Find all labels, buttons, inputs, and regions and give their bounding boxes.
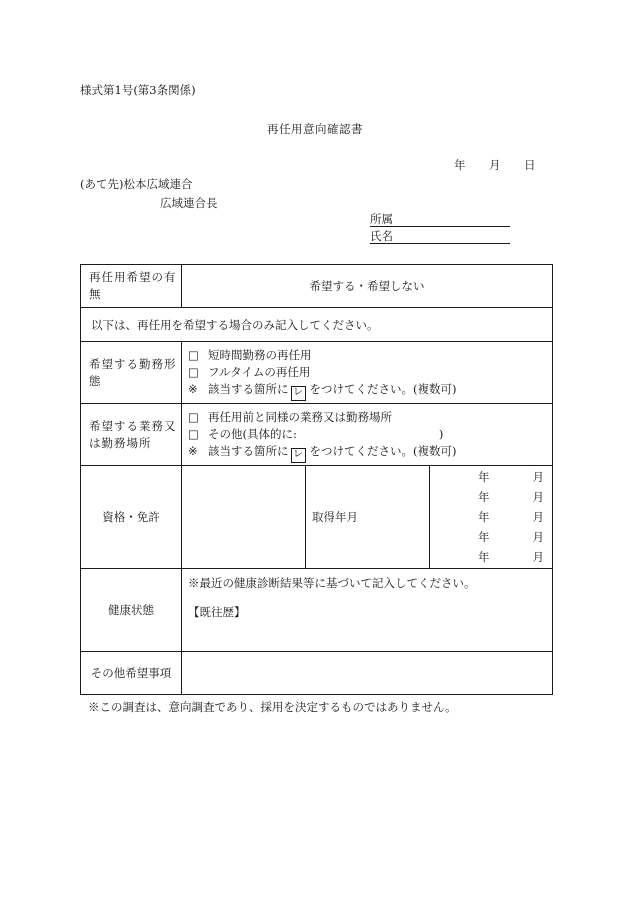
year-label: 年: [478, 470, 490, 484]
month-label: 月: [532, 550, 545, 564]
form-number: 様式第1号(第3条関係): [80, 83, 196, 97]
acquired-date-input[interactable]: [430, 547, 552, 567]
checkbox-icon[interactable]: □: [188, 365, 199, 379]
work-place-label-cell: [81, 404, 182, 466]
acquired-label: 取得年月: [312, 510, 358, 524]
year-label: 年: [478, 530, 490, 544]
notice-text: 以下は、再任用を希望する場合のみ記入してください。: [91, 317, 379, 332]
close-paren: ): [438, 427, 444, 441]
year-label: 年: [478, 510, 490, 524]
note-after: をつけてください。(複数可): [309, 444, 457, 458]
other-requests-input[interactable]: [182, 652, 553, 695]
option-label: その他(具体的に:: [208, 427, 297, 441]
footer-note: ※この調査は、意向調査であり、採用を決定するものではありません。: [88, 700, 457, 714]
acquired-label-cell: [306, 466, 430, 569]
work-place-options-cell: [182, 404, 553, 466]
document-title: 再任用意向確認書: [267, 122, 363, 136]
work-place-option-same[interactable]: [182, 409, 552, 426]
note-before: 該当する箇所に: [208, 382, 289, 396]
health-label: 健康状態: [108, 603, 154, 617]
other-label-cell: [81, 652, 182, 695]
option-label: フルタイムの再任用: [208, 365, 311, 379]
hope-value: 希望する・希望しない: [309, 279, 425, 293]
month-label: 月: [532, 510, 545, 524]
work-type-option-short[interactable]: [182, 347, 552, 364]
year-label: 年: [478, 490, 490, 504]
note-mark: ※: [188, 382, 198, 396]
month-label: 月: [532, 490, 545, 504]
name-label: 氏名: [370, 229, 393, 243]
option-label: 再任用前と同様の業務又は勤務場所: [208, 410, 392, 424]
note-before: 該当する箇所に: [208, 444, 289, 458]
qualifications-label-cell: [81, 466, 182, 569]
acquired-date-input[interactable]: [430, 527, 552, 547]
addressee-title: 広域連合長: [160, 196, 218, 210]
affiliation-field[interactable]: [370, 212, 510, 227]
checkbox-icon[interactable]: □: [188, 427, 199, 441]
confirmation-form-table: [80, 264, 553, 695]
other-label: その他希望事項: [90, 666, 172, 680]
hope-value-cell[interactable]: [182, 265, 553, 308]
option-label: 短時間勤務の再任用: [208, 348, 312, 362]
work-place-note: [182, 443, 552, 460]
month-label: 月: [532, 470, 545, 484]
acquired-date-input[interactable]: [430, 467, 552, 487]
qualification-name-input[interactable]: [182, 527, 305, 547]
work-place-option-other[interactable]: [182, 426, 552, 443]
check-mark-icon: レ: [291, 448, 306, 463]
name-field[interactable]: [370, 229, 510, 244]
qualification-name-input[interactable]: [182, 467, 305, 487]
hope-label-cell: [81, 265, 182, 308]
check-mark-icon: レ: [291, 386, 306, 401]
work-type-label-cell: [81, 342, 182, 404]
medical-history-label: 【既往歴】: [188, 605, 246, 619]
month-label: 月: [532, 530, 545, 544]
addressee: (あて先)松本広域連合: [80, 177, 193, 191]
qualification-name-input[interactable]: [182, 487, 305, 507]
year-label: 年: [478, 550, 490, 564]
note-mark: ※: [188, 444, 198, 458]
work-type-options-cell: [182, 342, 553, 404]
affiliation-label: 所属: [370, 212, 393, 226]
acquired-date-input[interactable]: [430, 507, 552, 527]
hope-label: 再任用希望の有無: [89, 270, 177, 301]
date-month: 月: [489, 158, 501, 172]
qualifications-label: 資格・免許: [102, 510, 160, 524]
acquired-dates-cell: [430, 466, 553, 569]
qualification-name-input[interactable]: [182, 507, 305, 527]
qualification-names-cell: [182, 466, 306, 569]
work-type-option-full[interactable]: [182, 364, 552, 381]
date-year: 年: [454, 158, 466, 172]
checkbox-icon[interactable]: □: [188, 348, 199, 362]
acquired-date-input[interactable]: [430, 487, 552, 507]
note-after: をつけてください。(複数可): [309, 382, 457, 396]
work-type-label: 希望する勤務形態: [89, 356, 177, 388]
checkbox-icon[interactable]: □: [188, 410, 199, 424]
acquired-dates: [430, 467, 552, 567]
notice-cell: [81, 308, 553, 342]
work-type-note: [182, 381, 552, 398]
qualification-names: [182, 467, 305, 567]
qualification-name-input[interactable]: [182, 547, 305, 567]
work-place-label: 希望する業務又は勤務場所: [89, 418, 177, 450]
health-label-cell: [81, 569, 182, 652]
date-day: 日: [524, 158, 536, 172]
health-content-cell[interactable]: [182, 569, 553, 652]
health-note: ※最近の健康診断結果等に基づいて記入してください。: [188, 576, 476, 590]
